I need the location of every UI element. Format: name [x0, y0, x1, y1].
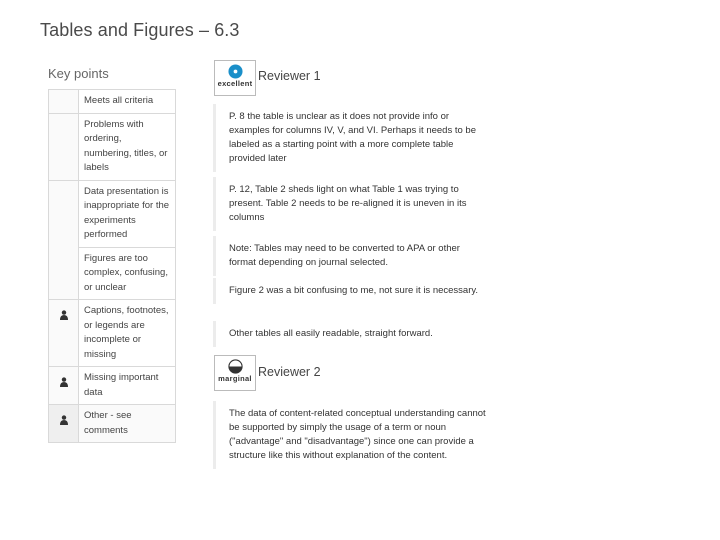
key-point-row	[49, 90, 176, 114]
key-point-label: Meets all criteria	[79, 90, 176, 114]
reviewer-2-name: Reviewer 2	[258, 365, 321, 379]
reviewer-1-comment: Other tables all easily readable, straight forward.	[213, 321, 487, 347]
key-point-label: Data presentation is inappropriate for the experiments performed	[79, 180, 176, 247]
reviewer-1-rating-badge	[214, 60, 256, 96]
key-point-row	[49, 300, 176, 367]
rating-label: excellent	[217, 79, 253, 88]
key-point-row	[49, 113, 176, 180]
key-point-label: Figures are too complex, confusing, or unclear	[79, 247, 176, 300]
key-point-label: Missing important data	[79, 367, 176, 405]
person-icon	[59, 415, 69, 425]
key-point-flag-cell	[49, 367, 79, 405]
reviewer-1-comment: Note: Tables may need to be converted to APA or other format depending on journal selected.	[213, 236, 487, 276]
person-icon	[59, 310, 69, 320]
key-point-label: Other - see comments	[79, 405, 176, 443]
reviewer-1-comment: P. 12, Table 2 sheds light on what Table 1 was trying to present. Table 2 needs to be re-aligned it is uneven in its columns	[213, 177, 487, 231]
key-point-flag-cell	[49, 180, 79, 300]
reviewer-2-rating-badge	[214, 355, 256, 391]
key-point-flag-cell	[49, 300, 79, 367]
key-point-flag-cell	[49, 90, 79, 114]
excellent-rating-icon	[228, 64, 243, 79]
key-point-row	[49, 180, 176, 247]
key-point-row	[49, 367, 176, 405]
key-point-flag-cell	[49, 113, 79, 180]
key-points-heading: Key points	[48, 66, 109, 81]
key-points-table	[48, 89, 176, 443]
page-title: Tables and Figures – 6.3	[40, 20, 240, 40]
key-point-label: Captions, footnotes, or legends are incomplete or missing	[79, 300, 176, 367]
person-icon	[59, 377, 69, 387]
key-point-flag-cell	[49, 405, 79, 443]
rating-label: marginal	[218, 374, 252, 383]
key-point-label: Problems with ordering, numbering, titles, or labels	[79, 113, 176, 180]
marginal-rating-icon	[228, 359, 243, 374]
key-point-row	[49, 405, 176, 443]
reviewer-1-comment: Figure 2 was a bit confusing to me, not sure it is necessary.	[213, 278, 487, 304]
reviewer-1-name: Reviewer 1	[258, 69, 321, 83]
reviewer-1-comment: P. 8 the table is unclear as it does not provide info or examples for columns IV, V, and VI. Perhaps it needs to be labeled as a starting point with a more complete table provided later	[213, 104, 487, 172]
reviewer-2-comment: The data of content-related conceptual understanding cannot be supported by simply the usage of a term or noun ("advantage" and "disadvantage") since one can provide a structure like this without explanation of the content.	[213, 401, 487, 469]
